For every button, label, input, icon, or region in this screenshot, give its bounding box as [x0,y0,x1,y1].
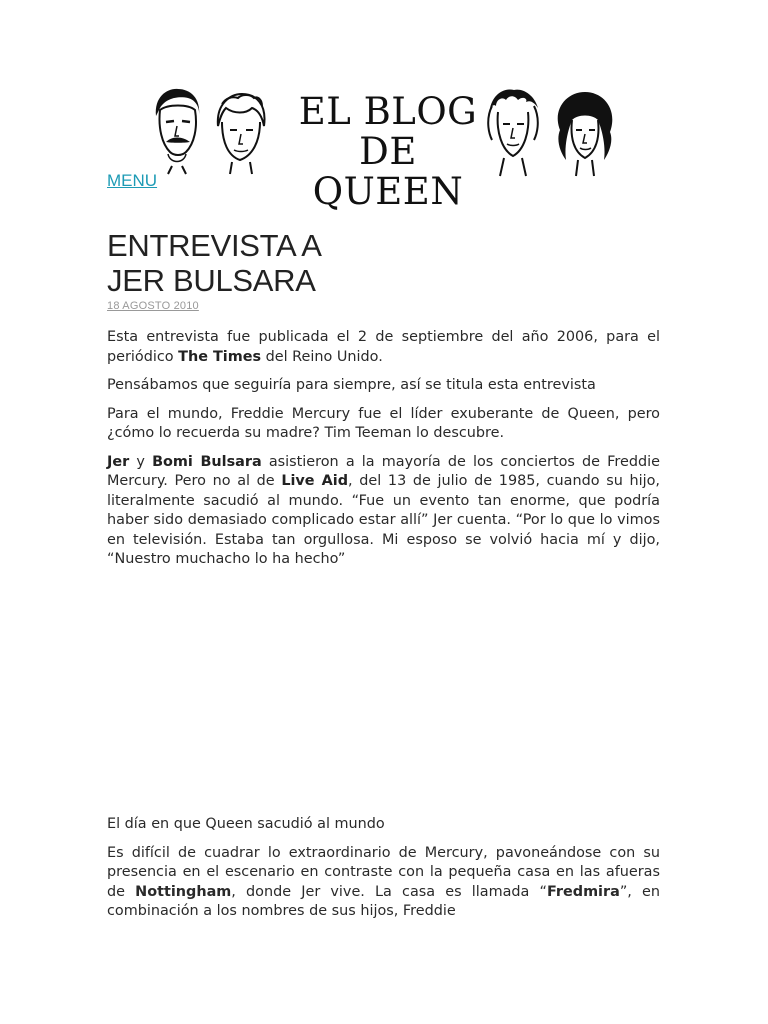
newspaper-name: The Times [178,348,262,365]
blog-header[interactable] [148,86,620,213]
paragraph-6-text-end: ”, en combinación a los nombres de sus hijos, Freddie [107,883,660,919]
post-body-continued [107,815,660,931]
post-title [107,228,322,298]
brian-face-icon [552,90,618,178]
house-name: Fredmira [547,883,620,900]
paragraph-1-text-end: del Reino Unido. [261,348,383,365]
name-bomi: Bomi Bulsara [152,453,262,470]
paragraph-6-text: Es difícil de cuadrar lo extraordinario de Mercury, pavoneándose con su presencia en el escenario en contraste con la pequeña casa en las afueras de [107,844,660,900]
name-jer: Jer [107,453,130,470]
paragraph-1-text: Esta entrevista fue publicada el 2 de septiembre del año 2006, para el periódico [107,329,660,365]
roger-face-icon [484,88,542,178]
paragraph-6-text-mid: , donde Jer vive. La casa es llamada “ [231,883,547,900]
logo-line-1: EL BLOG [298,90,478,133]
paragraph-3: Para el mundo, Freddie Mercury fue el líder exuberante de Queen, pero ¿cómo lo recuerda su madre? Tim Teeman lo descubre. [107,405,660,441]
menu-link[interactable]: MENU [107,171,158,190]
paragraph-5: El día en que Queen sacudió al mundo [107,816,385,832]
paragraph-1 [107,328,660,367]
paragraph-4 [107,453,660,570]
paragraph-4-text: asistieron a la mayoría de los conciertos de Freddie Mercury. Pero no al de [107,453,660,489]
post-date-link[interactable]: 18 AGOSTO 2010 [107,300,199,312]
logo-line-2: DE QUEEN [312,130,464,213]
freddie-face-icon [148,86,206,176]
john-face-icon [212,92,270,176]
paragraph-4-and: y [129,453,153,470]
place-nottingham: Nottingham [135,883,232,900]
paragraph-4-text-end: , del 13 de julio de 1985, cuando su hijo, literalmente sacudió al mundo. “Fue un evento tan enorme, que podría haber sido demasiado complicado estar allí” Jer cuenta. “Por lo que lo vimos en televisión. Estaba tan orgullosa. Mi esposo se volvió hacia mí y dijo, “Nuestro muchacho lo ha hecho” [107,473,660,567]
post-title-line-1: ENTREVISTA A [107,228,322,263]
paragraph-2: Pensábamos que seguiría para siempre, así se titula esta entrevista [107,377,596,393]
paragraph-6 [107,844,660,922]
event-live-aid: Live Aid [281,473,349,489]
post-title-line-2: JER BULSARA [107,263,316,298]
post-body [107,328,660,579]
blog-logo[interactable] [288,92,488,212]
